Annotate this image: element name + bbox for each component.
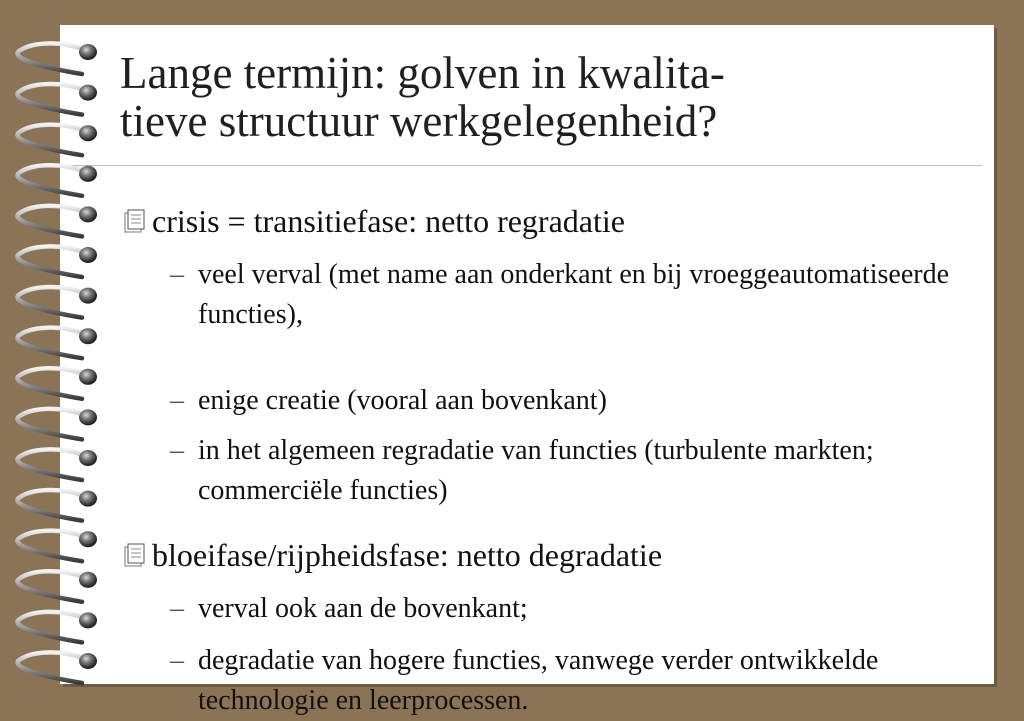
spiral-ring: [18, 652, 97, 683]
sub-item: – veel verval (met name aan onderkant en bij vroeggeautomatiseerde functies),: [170, 255, 980, 335]
sub-item-text: degradatie van hogere functies, vanwege verder ontwikkelde technologie en leerprocessen.: [198, 645, 879, 716]
spiral-ring: [18, 246, 97, 277]
sub-item: – in het algemeen regradatie van functies (turbulente markten; commerciële functies): [170, 431, 980, 511]
spiral-ring: [18, 571, 97, 602]
title-divider: [60, 165, 982, 166]
sub-item-text: veel verval (met name aan onderkant en bij vroeggeautomatiseerde functies),: [198, 259, 949, 330]
sub-item-text: verval ook aan de bovenkant;: [198, 593, 528, 624]
sub-item-text: in het algemeen regradatie van functies (turbulente markten; commerciële functies): [198, 435, 874, 506]
slide-title: [120, 49, 725, 145]
spiral-ring: [18, 43, 97, 74]
bullet-bloeifase: [122, 535, 662, 575]
notebook-page: [60, 25, 994, 716]
title-line-1: Lange termijn: golven in kwalita-: [120, 48, 725, 98]
spiral-ring: [18, 206, 97, 237]
bullet-text: crisis = transitiefase: netto regradatie: [152, 203, 625, 239]
spiral-ring: [18, 612, 97, 643]
notepad-icon: [122, 537, 152, 577]
spiral-ring: [18, 368, 97, 399]
notepad-icon: [122, 203, 152, 243]
sub-item-text: enige creatie (vooral aan bovenkant): [198, 385, 607, 416]
spiral-ring: [18, 449, 97, 480]
spiral-ring: [18, 328, 97, 359]
bullet-crisis: [122, 201, 625, 241]
sub-item: – enige creatie (vooral aan bovenkant): [170, 381, 980, 421]
spiral-ring: [18, 165, 97, 196]
spiral-ring: [18, 531, 97, 562]
spiral-ring: [18, 287, 97, 318]
spiral-ring: [18, 409, 97, 440]
sub-item: – verval ook aan de bovenkant;: [170, 589, 980, 629]
spiral-ring: [18, 125, 97, 156]
spiral-ring: [18, 84, 97, 115]
sub-item: – degradatie van hogere functies, vanwege verder ontwikkelde technologie en leerprocessen.: [170, 641, 980, 721]
spiral-ring: [18, 490, 97, 521]
bullet-text: bloeifase/rijpheidsfase: netto degradatie: [152, 537, 663, 573]
spiral-binding: [0, 0, 110, 709]
title-line-2: tieve structuur werkgelegenheid?: [120, 96, 718, 146]
